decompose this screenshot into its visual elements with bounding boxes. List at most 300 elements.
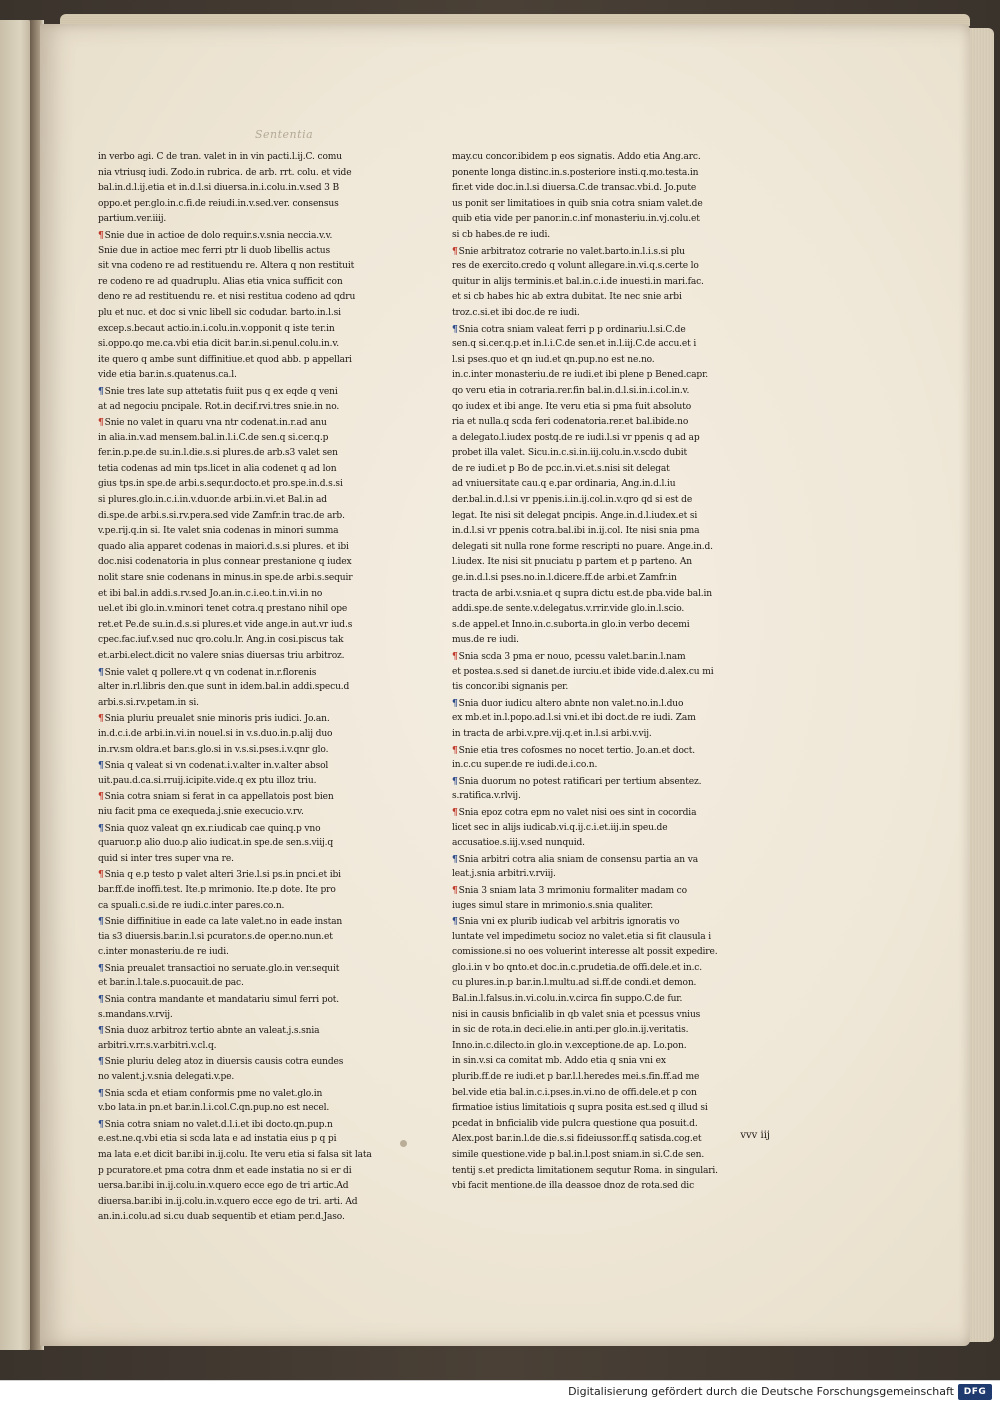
text-line-content: ad vniuersitate cau.q e.par ordinaria, Ang.in.d.l.iu xyxy=(452,479,676,490)
rubric-paragraph-mark-icon: ¶ xyxy=(452,744,458,756)
text-line-content: si cb habes.de re iudi. xyxy=(452,229,550,240)
text-line xyxy=(452,1086,770,1102)
text-line-content: fir.et vide doc.in.l.si diuersa.C.de transac.vbi.d. Jo.pute xyxy=(452,183,697,194)
text-line-content: di.spe.de arbi.s.si.rv.pera.sed vide Zamfr.in trac.de arb. xyxy=(98,510,345,521)
text-line-content: nisi in causis bnficialib in qb valet snia et pcessus vnius xyxy=(452,1009,701,1020)
left-page-edge xyxy=(0,20,34,1350)
text-line-content: in.c.cu super.de re iudi.de.i.co.n. xyxy=(452,760,598,771)
text-line xyxy=(452,1164,770,1180)
rubric-paragraph-mark-icon: ¶ xyxy=(452,323,458,335)
footer-bar xyxy=(0,1380,1000,1404)
rubric-paragraph-mark-icon: ¶ xyxy=(452,884,458,896)
text-line xyxy=(98,711,404,727)
text-line xyxy=(98,197,404,213)
text-line-content: sit vna codeno re ad restituendu re. Altera q non restituit xyxy=(98,261,355,272)
text-line xyxy=(98,322,404,338)
page-stack-fore-edge xyxy=(968,28,994,1342)
text-line-content: diuersa.bar.ibi in.ij.colu.in.v.quero ecce ego de tri. arti. Ad xyxy=(98,1196,358,1207)
text-line-content: l.iudex. Ite nisi sit pnuciatu p partem et p parteno. An xyxy=(452,557,692,568)
text-line-content: Snia duor iudicu altero abnte non valet.no.in.l.duo xyxy=(458,698,684,709)
text-line-content: leat.j.snia arbitri.v.rviij. xyxy=(452,869,556,880)
text-line-content: Alex.post bar.in.l.de die.s.si fideiussor.ff.q satisda.cog.et xyxy=(452,1134,702,1145)
text-line xyxy=(452,883,770,899)
text-line xyxy=(452,680,770,696)
text-line xyxy=(98,1008,404,1024)
text-line-content: tracta de arbi.v.snia.et q supra dictu est.de pba.vide bal.in xyxy=(452,588,712,599)
text-line-content: Snie arbitratoz cotrarie no valet.barto.in.l.i.s.si plu xyxy=(458,246,685,257)
rubric-paragraph-mark-icon: ¶ xyxy=(452,853,458,865)
text-line xyxy=(98,1179,404,1195)
text-line xyxy=(98,883,404,899)
text-line-content: Snia cotra sniam no valet.d.l.i.et ibi docto.qn.pup.n xyxy=(104,1119,333,1130)
text-line xyxy=(452,1054,770,1070)
text-line-content: et si cb habes hic ab extra dubitat. Ite nec snie arbi xyxy=(452,292,682,303)
text-line-content: Snie due in actioe de dolo requir.s.v.snia neccia.v.v. xyxy=(104,230,333,241)
text-line-content: v.pe.rij.q.in si. Ite valet snia codenas in minori summa xyxy=(98,526,339,537)
text-line-content: alter in.rl.libris den.que sunt in idem.bal.in addi.specu.d xyxy=(98,682,350,693)
text-line-content: Snia quoz valeat qn ex.r.iudicab cae quinq.p vno xyxy=(104,823,321,834)
text-line-content: re codeno re ad quadruplu. Alias etia vnica sufficit con xyxy=(98,276,343,287)
text-line xyxy=(452,259,770,275)
text-line xyxy=(452,899,770,915)
text-line-content: delegati sit nulla rone forme rescripti no puare. Ange.in.d. xyxy=(452,541,713,552)
text-line xyxy=(98,275,404,291)
text-line xyxy=(98,1164,404,1180)
text-line-content: Snia 3 sniam lata 3 mrimoniu formaliter madam co xyxy=(458,885,687,896)
text-line xyxy=(452,1101,770,1117)
text-line-content: ria et nulla.q scda feri codenatoria.rer.et bal.ibide.no xyxy=(452,417,689,428)
rubric-paragraph-mark-icon: ¶ xyxy=(98,760,104,772)
text-line xyxy=(452,758,770,774)
text-line-content: Snia duoz arbitroz tertio abnte an valeat.j.s.snia xyxy=(104,1026,320,1037)
text-line xyxy=(452,431,770,447)
text-line xyxy=(452,462,770,478)
text-line-content: qo iudex et ibi ange. Ite veru etia si pma fuit absoluto xyxy=(452,401,692,412)
text-line-content: Snia cotra sniam valeat ferri p p ordinariu.l.si.C.de xyxy=(458,324,686,335)
right-text-column xyxy=(452,150,770,1195)
text-line-content: Snia q e.p testo p valet alteri 3rie.l.si ps.in pnci.et ibi xyxy=(104,870,341,881)
text-line-content: Snie tres late sup attetatis fuiit pus q ex eqde q veni xyxy=(104,386,338,397)
text-line xyxy=(98,493,404,509)
text-line xyxy=(98,415,404,431)
text-line xyxy=(98,368,404,384)
text-line-content: si.oppo.qo me.ca.vbi etia dicit bar.in.si.penul.colu.in.v. xyxy=(98,339,340,350)
text-line-content: ponente longa distinc.in.s.posteriore insti.q.mo.testa.in xyxy=(452,167,699,178)
text-line xyxy=(452,1070,770,1086)
text-line-content: partium.ver.iiij. xyxy=(98,214,167,225)
text-line xyxy=(452,727,770,743)
text-line-content: p pcuratore.et pma cotra dnm et eade instatia no si er di xyxy=(98,1165,352,1176)
text-line xyxy=(98,930,404,946)
text-line-content: doc.nisi codenatoria in plus connear prestanione q iudex xyxy=(98,557,352,568)
text-line xyxy=(452,587,770,603)
text-line-content: in.d.c.i.de arbi.in.vi.in nouel.si in v.s.duo.in.p.alij duo xyxy=(98,728,333,739)
text-line-content: s.de appel.et Inno.in.c.suborta.in glo.in verbo decemi xyxy=(452,619,690,630)
text-line xyxy=(452,446,770,462)
text-line xyxy=(98,867,404,883)
text-line xyxy=(98,181,404,197)
text-line xyxy=(452,384,770,400)
text-line-content: deno re ad restituendu re. et nisi restitua codeno ad qdru xyxy=(98,292,356,303)
text-line xyxy=(452,961,770,977)
text-line xyxy=(452,633,770,649)
text-line xyxy=(98,337,404,353)
text-line xyxy=(98,961,404,977)
text-line xyxy=(452,555,770,571)
rubric-paragraph-mark-icon: ¶ xyxy=(98,822,104,834)
rubric-paragraph-mark-icon: ¶ xyxy=(98,1025,104,1037)
text-line xyxy=(98,618,404,634)
text-line-content: in.rv.sm oldra.et bar.s.glo.si in v.s.si.pses.i.v.qnr glo. xyxy=(98,744,329,755)
text-line xyxy=(452,306,770,322)
text-line-content: et ibi bal.in addi.s.rv.sed Jo.an.in.c.i.eo.t.in.vi.in no xyxy=(98,588,323,599)
text-line-content: vide etia bar.in.s.quatenus.ca.l. xyxy=(98,370,237,381)
text-line xyxy=(452,1023,770,1039)
rubric-paragraph-mark-icon: ¶ xyxy=(98,791,104,803)
text-line-content: Snia contra mandante et mandatariu simul ferri pot. xyxy=(104,995,340,1006)
rubric-paragraph-mark-icon: ¶ xyxy=(98,869,104,881)
text-line xyxy=(98,1148,404,1164)
text-line xyxy=(452,867,770,883)
text-line-content: tetia codenas ad min tps.licet in alia codenet q ad lon xyxy=(98,463,337,474)
text-line xyxy=(452,166,770,182)
text-line xyxy=(452,1179,770,1195)
text-line-content: pcedat in bnficialib vide pulcra questione qua posuit.d. xyxy=(452,1118,698,1129)
text-line xyxy=(98,228,404,244)
text-line-content: accusatioe.s.iij.v.sed nunquid. xyxy=(452,838,585,849)
text-line xyxy=(98,1101,404,1117)
text-line xyxy=(452,1148,770,1164)
text-line xyxy=(452,1039,770,1055)
text-line xyxy=(98,633,404,649)
text-line xyxy=(98,212,404,228)
text-line-content: arbitri.v.rr.s.v.arbitri.v.cl.q. xyxy=(98,1040,217,1051)
text-line-content: niu facit pma ce exequeda.j.snie execucio.v.rv. xyxy=(98,806,304,817)
text-line-content: simile questione.vide p bal.in.l.post sniam.in si.C.de sen. xyxy=(452,1150,705,1160)
left-text-column xyxy=(98,150,404,1226)
text-line-content: licet sec in alijs iudicab.vi.q.ij.c.i.et.iij.in speu.de xyxy=(452,822,668,833)
text-line xyxy=(452,852,770,868)
text-line-content: sen.q si.cer.q.p.et in.l.i.C.de sen.et in.l.iij.C.de accu.et i xyxy=(452,339,697,350)
text-line-content: no valent.j.v.snia delegati.v.pe. xyxy=(98,1072,235,1083)
text-line-content: in alia.in.v.ad mensem.bal.in.l.i.C.de sen.q si.cer.q.p xyxy=(98,432,329,443)
text-line xyxy=(98,899,404,915)
rubric-paragraph-mark-icon: ¶ xyxy=(98,916,104,928)
text-line xyxy=(98,727,404,743)
text-line xyxy=(452,290,770,306)
text-line xyxy=(452,649,770,665)
text-line-content: us ponit ser limitatioes in quib snia cotra sniam valet.de xyxy=(452,198,703,209)
text-line xyxy=(452,150,770,166)
text-line xyxy=(98,1054,404,1070)
text-line xyxy=(452,711,770,727)
text-line xyxy=(98,306,404,322)
text-line-content: ret.et Pe.de su.in.d.s.si plures.et vide ange.in aut.vr iud.s xyxy=(98,619,353,630)
text-line-content: plurib.ff.de re iudi.et p bar.l.l.heredes mei.s.fin.ff.ad me xyxy=(452,1072,700,1083)
text-line-content: ite quero q ambe sunt diffinitiue.et quod abb. p appellari xyxy=(98,354,352,365)
text-line xyxy=(98,805,404,821)
rubric-paragraph-mark-icon: ¶ xyxy=(98,1056,104,1068)
text-line xyxy=(98,446,404,462)
dfg-logo-icon: DFG xyxy=(958,1384,992,1400)
text-line-content: de re iudi.et p Bo de pcc.in.vi.et.s.nisi sit delegat xyxy=(452,463,670,474)
text-line xyxy=(452,212,770,228)
text-line-content: nolit stare snie codenans in minus.in spe.de arbi.s.sequir xyxy=(98,573,353,584)
text-line-content: addi.spe.de sente.v.delegatus.v.rrir.vide glo.in.l.scio. xyxy=(452,604,685,615)
text-line xyxy=(98,649,404,665)
text-line-content: excep.s.becaut actio.in.i.colu.in.v.opponit q iste ter.in xyxy=(98,323,335,334)
text-line xyxy=(98,290,404,306)
text-line xyxy=(452,602,770,618)
text-line-content: comissione.si no oes voluerint interesse alt possit expedire. xyxy=(452,947,718,958)
rubric-paragraph-mark-icon: ¶ xyxy=(452,697,458,709)
text-line-content: quaruor.p alio duo.p alio iudicat.in spe.de sen.s.viij.q xyxy=(98,838,334,849)
text-line-content: Snia arbitri cotra alia sniam de consensu partia an va xyxy=(458,854,698,865)
text-line-content: ca spuali.c.si.de re iudi.c.inter pares.co.n. xyxy=(98,900,285,911)
text-line-content: Snia preualet transactioi no seruate.glo.in ver.sequit xyxy=(104,963,340,974)
text-line-content: in.d.l.si vr ppenis cotra.bal.ibi in.ij.col. Ite nisi snia pma xyxy=(452,526,700,537)
text-line xyxy=(452,976,770,992)
text-line xyxy=(452,337,770,353)
rubric-paragraph-mark-icon: ¶ xyxy=(452,916,458,928)
text-line-content: tia s3 diuersis.bar.in.l.si pcurator.s.de oper.no.nun.et xyxy=(98,931,333,942)
text-line-content: v.bo lata.in pn.et bar.in.l.i.col.C.qn.pup.no est necel. xyxy=(98,1103,330,1114)
text-line xyxy=(98,743,404,759)
text-line-content: bar.ff.de inoffi.test. Ite.p mrimonio. Ite.p dote. Ite pro xyxy=(98,884,336,895)
text-line-content: Snie valet q pollere.vt q vn codenat in.r.florenis xyxy=(104,667,317,678)
text-line-content: Snia epoz cotra epm no valet nisi oes sint in cocordia xyxy=(458,807,697,818)
text-line xyxy=(452,930,770,946)
text-line xyxy=(452,244,770,260)
text-line xyxy=(98,821,404,837)
text-line xyxy=(452,789,770,805)
text-line-content: a delegato.l.iudex postq.de re iudi.l.si vr ppenis q ad ap xyxy=(452,432,700,443)
text-line-content: Snia duorum no potest ratificari per tertium absentez. xyxy=(458,776,702,787)
rubric-paragraph-mark-icon: ¶ xyxy=(98,229,104,241)
text-line xyxy=(98,1210,404,1226)
running-head: Sententia xyxy=(255,128,314,141)
rubric-paragraph-mark-icon: ¶ xyxy=(452,806,458,818)
text-line xyxy=(98,1070,404,1086)
text-line-content: fer.in.p.pe.de su.in.l.die.s.si plures.de arb.s3 valet sen xyxy=(98,448,338,459)
text-line xyxy=(98,602,404,618)
text-line xyxy=(98,571,404,587)
text-line-content: cu plures.in.p bar.in.l.multu.ad si.ff.de condi.et demon. xyxy=(452,978,697,989)
text-line-content: vbi facit mentione.de illa deassoe dnoz de rota.sed dic xyxy=(452,1181,695,1192)
rubric-paragraph-mark-icon: ¶ xyxy=(98,962,104,974)
text-line-content: s.mandans.v.rvij. xyxy=(98,1009,173,1020)
text-line-content: Snia scda et etiam conformis pme no valet.glo.in xyxy=(104,1088,323,1099)
text-line xyxy=(98,789,404,805)
text-line xyxy=(452,368,770,384)
text-line-content: troz.c.si.et ibi doc.de re iudi. xyxy=(452,307,580,318)
text-line xyxy=(452,400,770,416)
text-line-content: firmatioe istius limitatiois q supra posita est.sed q illud si xyxy=(452,1103,708,1114)
text-line xyxy=(452,197,770,213)
text-line xyxy=(452,743,770,759)
text-line-content: Snie etia tres cofosmes no nocet tertio. Jo.an.et doct. xyxy=(458,745,695,756)
text-line-content: s.ratifica.v.rlvij. xyxy=(452,791,521,802)
text-line xyxy=(98,945,404,961)
text-line xyxy=(98,914,404,930)
text-line-content: tis concor.ibi signanis per. xyxy=(452,682,569,693)
text-line-content: quitur in alijs terminis.et bal.in.c.i.de inuesti.in mari.fac. xyxy=(452,276,704,287)
rubric-paragraph-mark-icon: ¶ xyxy=(452,245,458,257)
text-line-content: et.arbi.elect.dicit no valere snias diuersas triu arbitroz. xyxy=(98,651,345,661)
rubric-paragraph-mark-icon: ¶ xyxy=(98,1118,104,1130)
text-line xyxy=(98,665,404,681)
text-line-content: probet illa valet. Sicu.in.c.si.in.iij.colu.in.v.scdo dubit xyxy=(452,448,687,459)
rubric-paragraph-mark-icon: ¶ xyxy=(98,417,104,429)
text-line xyxy=(98,509,404,525)
text-line-content: e.est.ne.q.vbi etia si scda lata e ad instatia eius p q pi xyxy=(98,1134,337,1145)
text-line-content: may.cu concor.ibidem p eos signatis. Addo etia Ang.arc. xyxy=(452,152,701,162)
rubric-paragraph-mark-icon: ¶ xyxy=(452,775,458,787)
text-line xyxy=(98,477,404,493)
text-line-content: res de exercito.credo q volunt allegare.in.vi.q.s.certe lo xyxy=(452,261,699,272)
text-line-content: nia vtriusq iudi. Zodo.in rubrica. de arb. rrt. colu. et vide xyxy=(98,167,352,178)
text-line-content: Snia scda 3 pma er nouo, pcessu valet.bar.in.l.nam xyxy=(458,652,686,662)
text-line xyxy=(98,166,404,182)
text-line xyxy=(98,524,404,540)
text-line xyxy=(452,945,770,961)
text-line-content: quid si inter tres super vna re. xyxy=(98,853,234,864)
text-line-content: tentij s.et predicta limitationem sequtur Roma. in singulari. xyxy=(452,1165,718,1176)
rubric-paragraph-mark-icon: ¶ xyxy=(98,994,104,1006)
text-line-content: ge.in.d.l.si pses.no.in.l.dicere.ff.de arbi.et Zamfr.in xyxy=(452,573,677,584)
text-line xyxy=(452,571,770,587)
text-line-content: in sic de rota.in deci.elie.in anti.per glo.in.ij.veritatis. xyxy=(452,1025,689,1036)
text-line-content: plu et nuc. et doc si vnic libell sic codudar. barto.in.l.si xyxy=(98,307,341,318)
text-line xyxy=(98,774,404,790)
text-line-content: bal.in.d.l.ij.etia et in.d.l.si diuersa.in.i.colu.in.v.sed 3 B xyxy=(98,183,340,194)
text-line xyxy=(452,322,770,338)
text-line-content: der.bal.in.d.l.si vr ppenis.i.in.ij.col.in.v.qro qd si est de xyxy=(452,495,693,506)
text-line-content: quib etia vide per panor.in.c.inf monasteriu.in.vj.colu.et xyxy=(452,214,700,225)
text-line-content: Inno.in.c.dilecto.in glo.in v.exceptione.de ap. Lo.pon. xyxy=(452,1040,687,1051)
text-line xyxy=(98,1023,404,1039)
text-line xyxy=(98,1117,404,1133)
text-line xyxy=(452,275,770,291)
rubric-paragraph-mark-icon: ¶ xyxy=(98,713,104,725)
text-line-content: in tracta de arbi.v.pre.vij.q.et in.l.si arbi.v.vij. xyxy=(452,728,652,739)
text-line xyxy=(98,384,404,400)
text-line-content: uel.et ibi glo.in.v.minori tenet cotra.q prestano nihil ope xyxy=(98,604,348,615)
text-line xyxy=(452,493,770,509)
text-line xyxy=(98,462,404,478)
text-line-content: si plures.glo.in.c.i.in.v.duor.de arbi.in.vi.et Bal.in ad xyxy=(98,495,327,506)
rubric-paragraph-mark-icon: ¶ xyxy=(98,1087,104,1099)
text-line-content: Snie no valet in quaru vna ntr codenat.in.r.ad anu xyxy=(104,418,327,429)
text-line xyxy=(452,477,770,493)
text-line-content: mus.de re iudi. xyxy=(452,635,519,646)
text-line xyxy=(98,1086,404,1102)
text-line xyxy=(98,696,404,712)
text-line xyxy=(452,509,770,525)
text-line-content: arbi.s.si.rv.petam.in si. xyxy=(98,697,199,708)
text-line xyxy=(98,431,404,447)
text-line xyxy=(452,821,770,837)
text-line-content: Bal.in.l.falsus.in.vi.colu.in.v.circa fin suppo.C.de fur. xyxy=(452,994,683,1005)
text-line xyxy=(98,244,404,260)
text-line xyxy=(452,665,770,681)
text-line xyxy=(452,696,770,712)
rubric-paragraph-mark-icon: ¶ xyxy=(98,385,104,397)
text-line xyxy=(98,540,404,556)
text-line xyxy=(98,353,404,369)
text-line xyxy=(98,1195,404,1211)
text-line xyxy=(98,259,404,275)
text-line xyxy=(452,353,770,369)
text-line xyxy=(452,618,770,634)
text-line xyxy=(98,1039,404,1055)
text-line-content: Snia pluriu preualet snie minoris pris iudici. Jo.an. xyxy=(104,714,330,725)
text-line xyxy=(452,1008,770,1024)
text-line-content: legat. Ite nisi sit delegat pncipis. Ange.in.d.l.iudex.et si xyxy=(452,510,698,521)
text-line xyxy=(452,540,770,556)
text-line xyxy=(98,758,404,774)
text-line-content: in sin.v.si ca comitat mb. Addo etia q snia vni ex xyxy=(452,1056,666,1067)
text-line-content: qo veru etia in cotraria.rer.fin bal.in.d.l.si.in.i.col.in.v. xyxy=(452,385,690,396)
text-line-content: et bar.in.l.tale.s.puocauit.de pac. xyxy=(98,978,244,989)
text-line-content: bel.vide etia bal.in.c.i.pses.in.vi.no de offi.dele.et p con xyxy=(452,1087,697,1098)
text-line-content: Snie diffinitiue in eade ca late valet.no in eade instan xyxy=(104,917,343,928)
text-line xyxy=(452,914,770,930)
text-line-content: ma lata e.et dicit bar.ibi in.ij.colu. Ite veru etia si falsa sit lata xyxy=(98,1150,372,1160)
text-line xyxy=(452,415,770,431)
text-line-content: luntate vel impedimetu socioz no valet.etia si fit clausula i xyxy=(452,931,712,942)
text-line xyxy=(98,555,404,571)
text-line xyxy=(98,836,404,852)
text-line xyxy=(98,400,404,416)
text-line-content: Snia cotra sniam si ferat in ca appellatois post bien xyxy=(104,792,334,803)
text-line xyxy=(452,228,770,244)
rubric-paragraph-mark-icon: ¶ xyxy=(452,651,458,662)
text-line xyxy=(98,976,404,992)
text-line-content: Snie due in actioe mec ferri ptr li duob libellis actus xyxy=(98,245,330,256)
signature-mark: vvv iij xyxy=(740,1130,770,1141)
text-line-content: gius tps.in spe.de arbi.s.sequr.docto.et pro.spe.in.d.s.si xyxy=(98,479,343,490)
text-line xyxy=(98,992,404,1008)
text-line xyxy=(452,774,770,790)
text-line xyxy=(98,587,404,603)
text-line-content: l.si pses.quo et qn iud.et qn.pup.no est ne.no. xyxy=(452,354,655,365)
text-line-content: uersa.bar.ibi in.ij.colu.in.v.quero ecce ego de tri artic.Ad xyxy=(98,1181,349,1192)
footer-funding-text: Digitalisierung gefördert durch die Deutsche Forschungsgemeinschaft xyxy=(568,1385,954,1398)
text-line-content: c.inter monasteriu.de re iudi. xyxy=(98,947,229,958)
ink-blot xyxy=(400,1140,407,1147)
text-line-content: an.in.i.colu.ad si.cu duab sequentib et etiam per.d.Jaso. xyxy=(98,1212,345,1223)
text-line-content: uit.pau.d.ca.si.rruij.icipite.vide.q ex ptu illoz triu. xyxy=(98,775,317,786)
text-line xyxy=(452,805,770,821)
rubric-paragraph-mark-icon: ¶ xyxy=(98,666,104,678)
text-line-content: Snia q valeat si vn codenat.i.v.alter in.v.alter absol xyxy=(104,761,329,772)
text-line-content: Snia vni ex plurib iudicab vel arbitris ignoratis vo xyxy=(458,917,680,928)
text-line xyxy=(98,680,404,696)
text-line-content: Snie pluriu deleg atoz in diuersis causis cotra eundes xyxy=(104,1057,344,1068)
text-line-content: at ad negociu pncipale. Rot.in decif.rvi.tres snie.in no. xyxy=(98,401,340,412)
text-line-content: quado alia apparet codenas in maiori.d.s.si plures. et ibi xyxy=(98,541,349,552)
text-line-content: et postea.s.sed si danet.de iurciu.et ibide vide.d.alex.cu mi xyxy=(452,666,714,677)
text-line-content: iuges simul stare in mrimonio.s.snia qualiter. xyxy=(452,900,653,911)
text-line xyxy=(98,852,404,868)
text-line-content: in.c.inter monasteriu.de re iudi.et ibi plene p Bened.capr. xyxy=(452,370,709,381)
text-line-content: cpec.fac.iuf.v.sed nuc qro.colu.lr. Ang.in cosi.piscus tak xyxy=(98,635,344,646)
text-line-content: in verbo agi. C de tran. valet in in vin pacti.l.ij.C. comu xyxy=(98,152,342,162)
text-line-content: oppo.et per.glo.in.c.fi.de reiudi.in.v.sed.ver. consensus xyxy=(98,198,339,209)
text-line xyxy=(452,992,770,1008)
text-line-content: ex mb.et in.l.popo.ad.l.si vni.et ibi doct.de re iudi. Zam xyxy=(452,713,696,724)
